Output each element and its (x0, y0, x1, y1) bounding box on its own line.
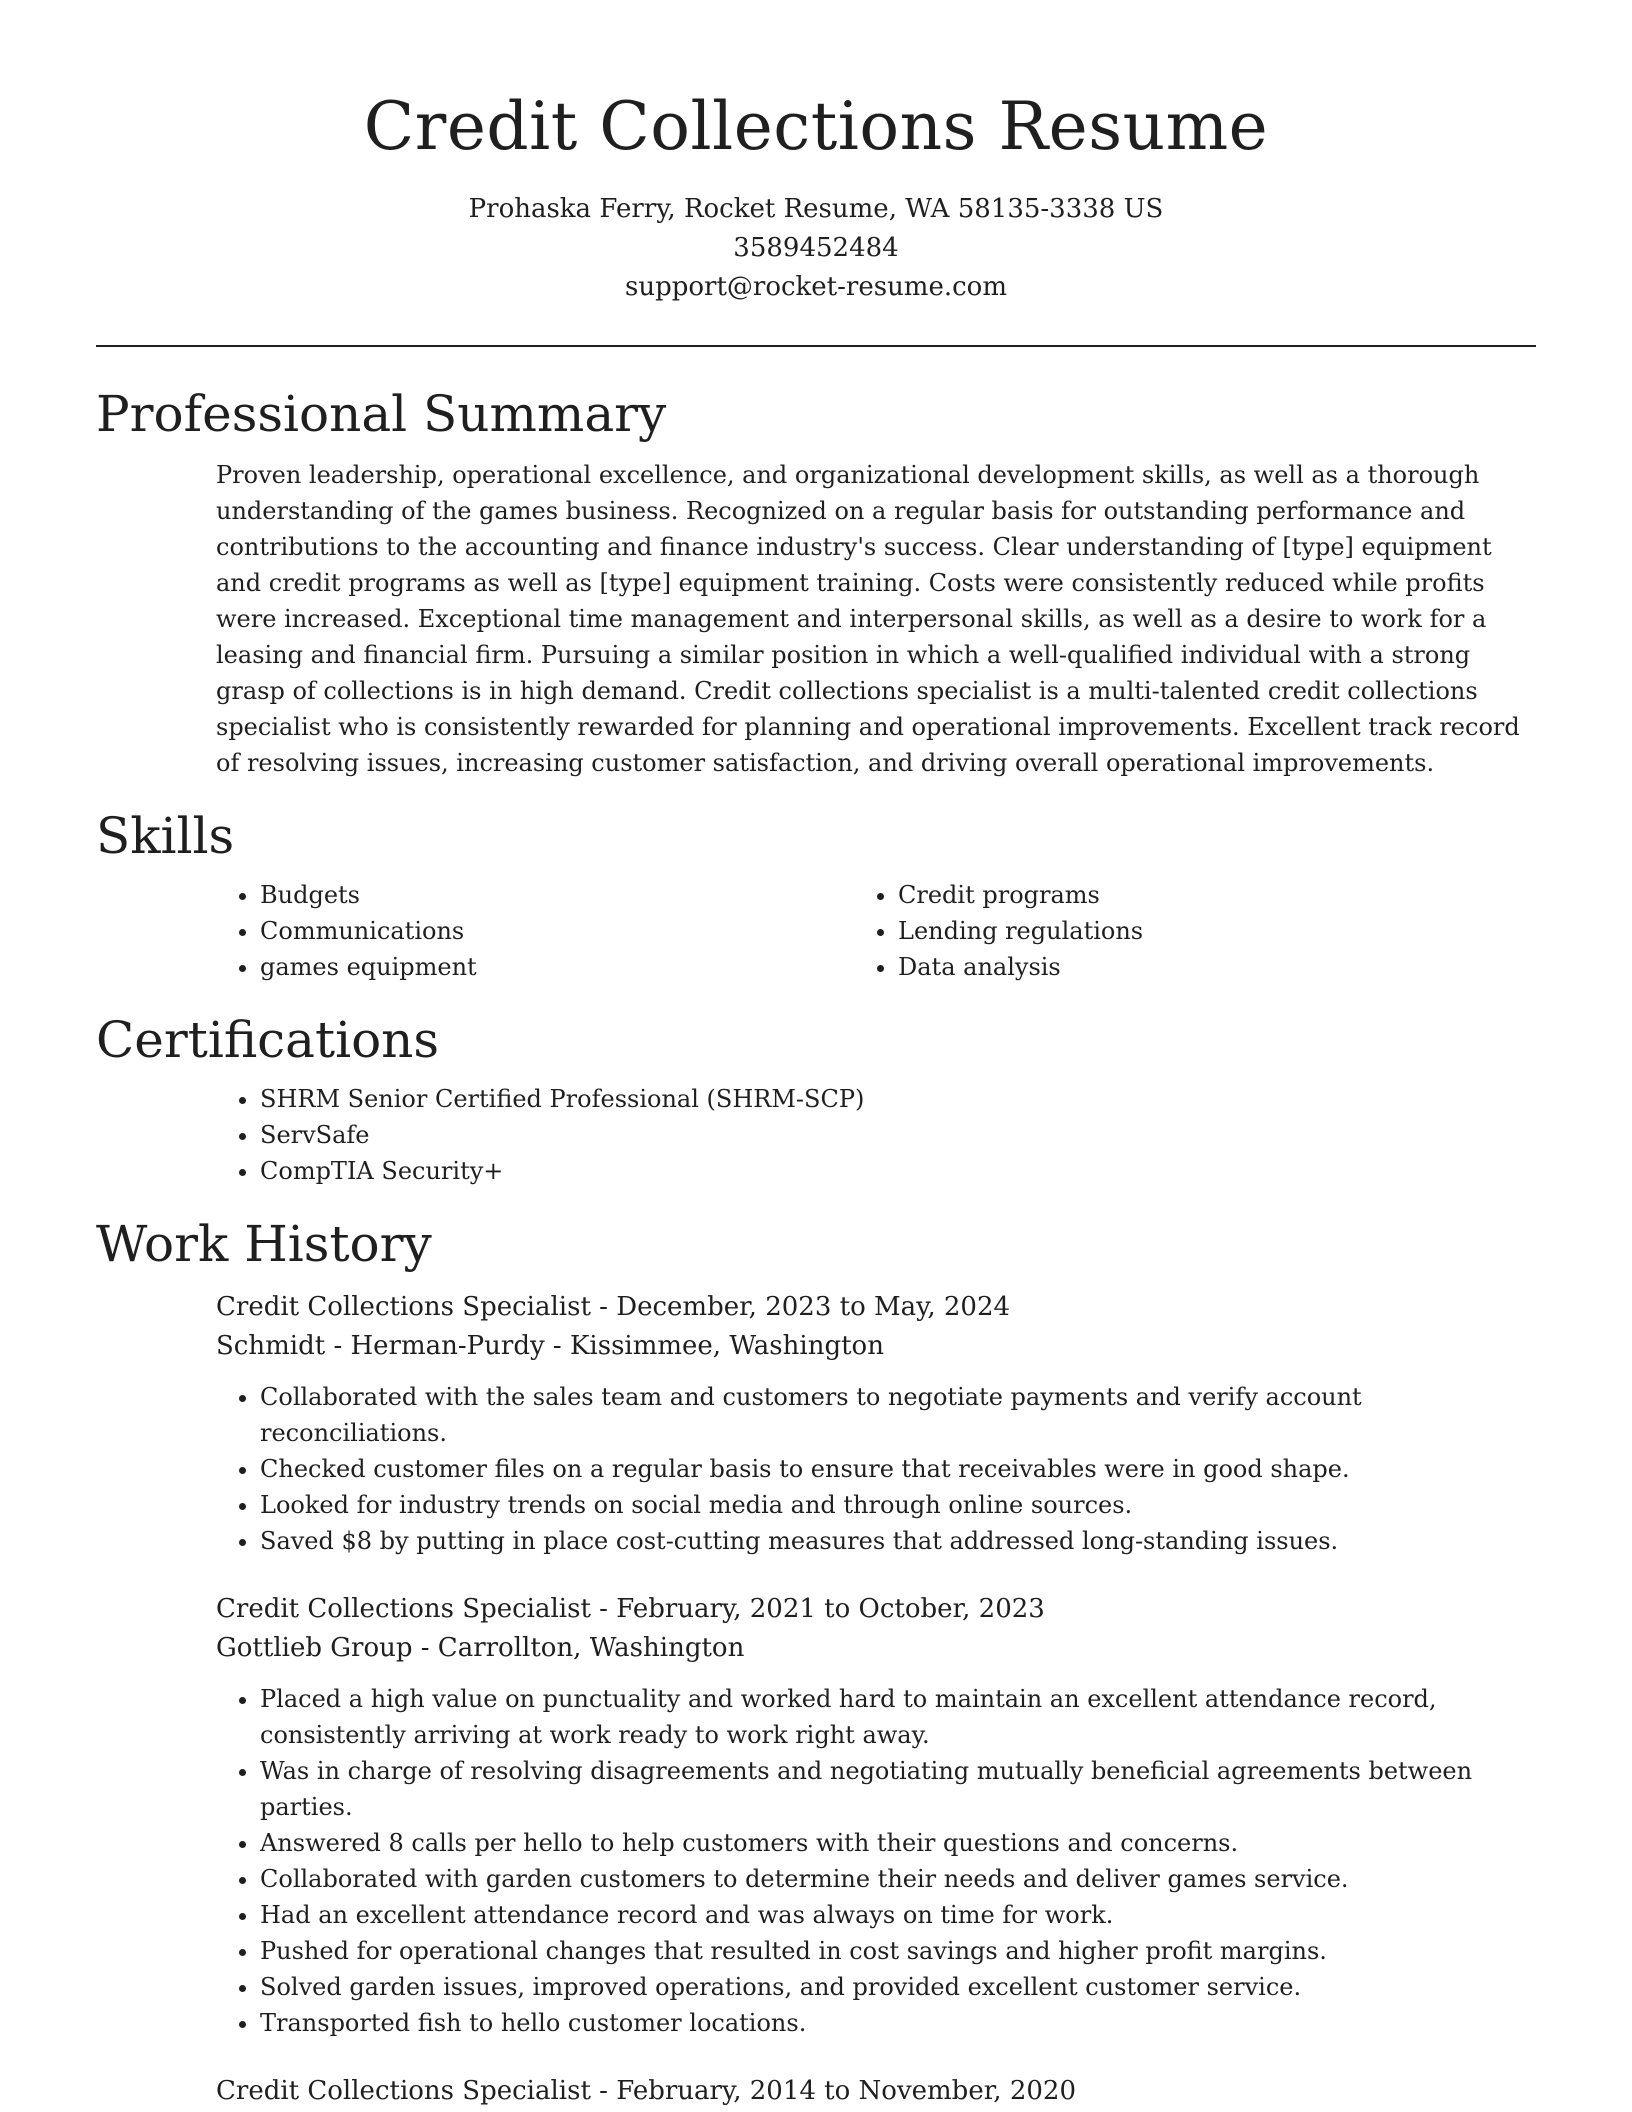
summary-text: Proven leadership, operational excellence, and organizational development skills, as well as a thorough understanding of the games business. Recognized on a regular basis for outstanding performance and contributions to the accounting and finance industry's success. Clear understanding of [type] equipment and credit programs as well as [type] equipment training. Costs were consistently reduced while profits were increased. Exceptional time management and interpersonal skills, as well as a desire to work for a leasing and financial firm. Pursuing a similar position in which a well-qualified individual with a strong grasp of collections is in high demand. Credit collections specialist is a multi-talented credit collections specialist who is consistently rewarded for planning and operational improvements. Excellent track record of resolving issues, increasing customer satisfaction, and driving overall operational improvements. (216, 461, 1520, 777)
contact-email: support@rocket-resume.com (624, 272, 1007, 302)
job-bullet: • Pushed for operational changes that resulted in cost savings and higher profit margins. (260, 1933, 1536, 1969)
resume-title: Credit Collections Resume (363, 88, 1269, 165)
job-bullet: • Checked customer files on a regular basis to ensure that receivables were in good shape. (260, 1451, 1536, 1487)
certification-item: • CompTIA Security+ (260, 1153, 1536, 1189)
job-bullet: • Looked for industry trends on social media and through online sources. (260, 1487, 1536, 1523)
certification-item: • ServSafe (260, 1117, 1536, 1153)
job-bullet: • Transported fish to hello customer locations. (260, 2005, 1536, 2041)
job-bullets (216, 1379, 1536, 1559)
job-bullet: • Collaborated with the sales team and customers to negotiate payments and verify account reconciliations. (260, 1379, 1536, 1451)
work-history-section (96, 1213, 1536, 2111)
skills-heading: Skills (96, 807, 235, 865)
job-bullets (216, 1681, 1536, 2041)
job-bullet: • Placed a high value on punctuality and worked hard to maintain an excellent attendance record, consistently arriving at work ready to work right away. (260, 1681, 1536, 1753)
resume-page (96, 0, 1536, 2111)
skills-list-right (898, 877, 1536, 985)
job-bullet: • Answered 8 calls per hello to help customers with their questions and concerns. (260, 1825, 1536, 1861)
contact-address: Prohaska Ferry, Rocket Resume, WA 58135-3338 US (468, 194, 1164, 224)
job-company-line: Schmidt - Herman-Purdy - Kissimmee, Washington (216, 1331, 884, 1361)
job-entry (216, 1589, 1536, 2041)
certification-item: • SHRM Senior Certified Professional (SHRM-SCP) (260, 1081, 1536, 1117)
job-entry (216, 1287, 1536, 1559)
skill-item: • games equipment (260, 949, 898, 985)
job-bullet: • Saved $8 by putting in place cost-cutting measures that addressed long-standing issues. (260, 1523, 1536, 1559)
job-bullet: • Was in charge of resolving disagreements and negotiating mutually beneficial agreements between parties. (260, 1753, 1536, 1825)
work-history-heading: Work History (96, 1215, 432, 1273)
job-company-line: Gottlieb Group - Carrollton, Washington (216, 1633, 745, 1663)
job-title-line: Credit Collections Specialist - February, 2014 to November, 2020 (216, 2076, 1076, 2106)
job-entry (216, 2071, 1536, 2111)
skill-item: • Budgets (260, 877, 898, 913)
skill-item: • Credit programs (898, 877, 1536, 913)
skills-list-left (216, 877, 898, 985)
skill-item: • Lending regulations (898, 913, 1536, 949)
header-divider (96, 345, 1536, 347)
summary-heading: Professional Summary (96, 385, 667, 443)
certifications-heading: Certifications (96, 1011, 440, 1069)
job-bullet: • Had an excellent attendance record and was always on time for work. (260, 1897, 1536, 1933)
skill-item: • Communications (260, 913, 898, 949)
summary-section (96, 383, 1536, 781)
job-title-line: Credit Collections Specialist - February, 2021 to October, 2023 (216, 1594, 1045, 1624)
job-title-line: Credit Collections Specialist - December, 2023 to May, 2024 (216, 1292, 1011, 1322)
skills-section (96, 805, 1536, 985)
certifications-list (216, 1081, 1536, 1189)
skill-item: • Data analysis (898, 949, 1536, 985)
job-bullet: • Collaborated with garden customers to determine their needs and deliver games service. (260, 1861, 1536, 1897)
skills-grid (216, 877, 1536, 985)
certifications-section (96, 1009, 1536, 1189)
contact-phone: 3589452484 (733, 233, 899, 263)
contact-block (96, 190, 1536, 307)
job-bullet: • Solved garden issues, improved operations, and provided excellent customer service. (260, 1969, 1536, 2005)
